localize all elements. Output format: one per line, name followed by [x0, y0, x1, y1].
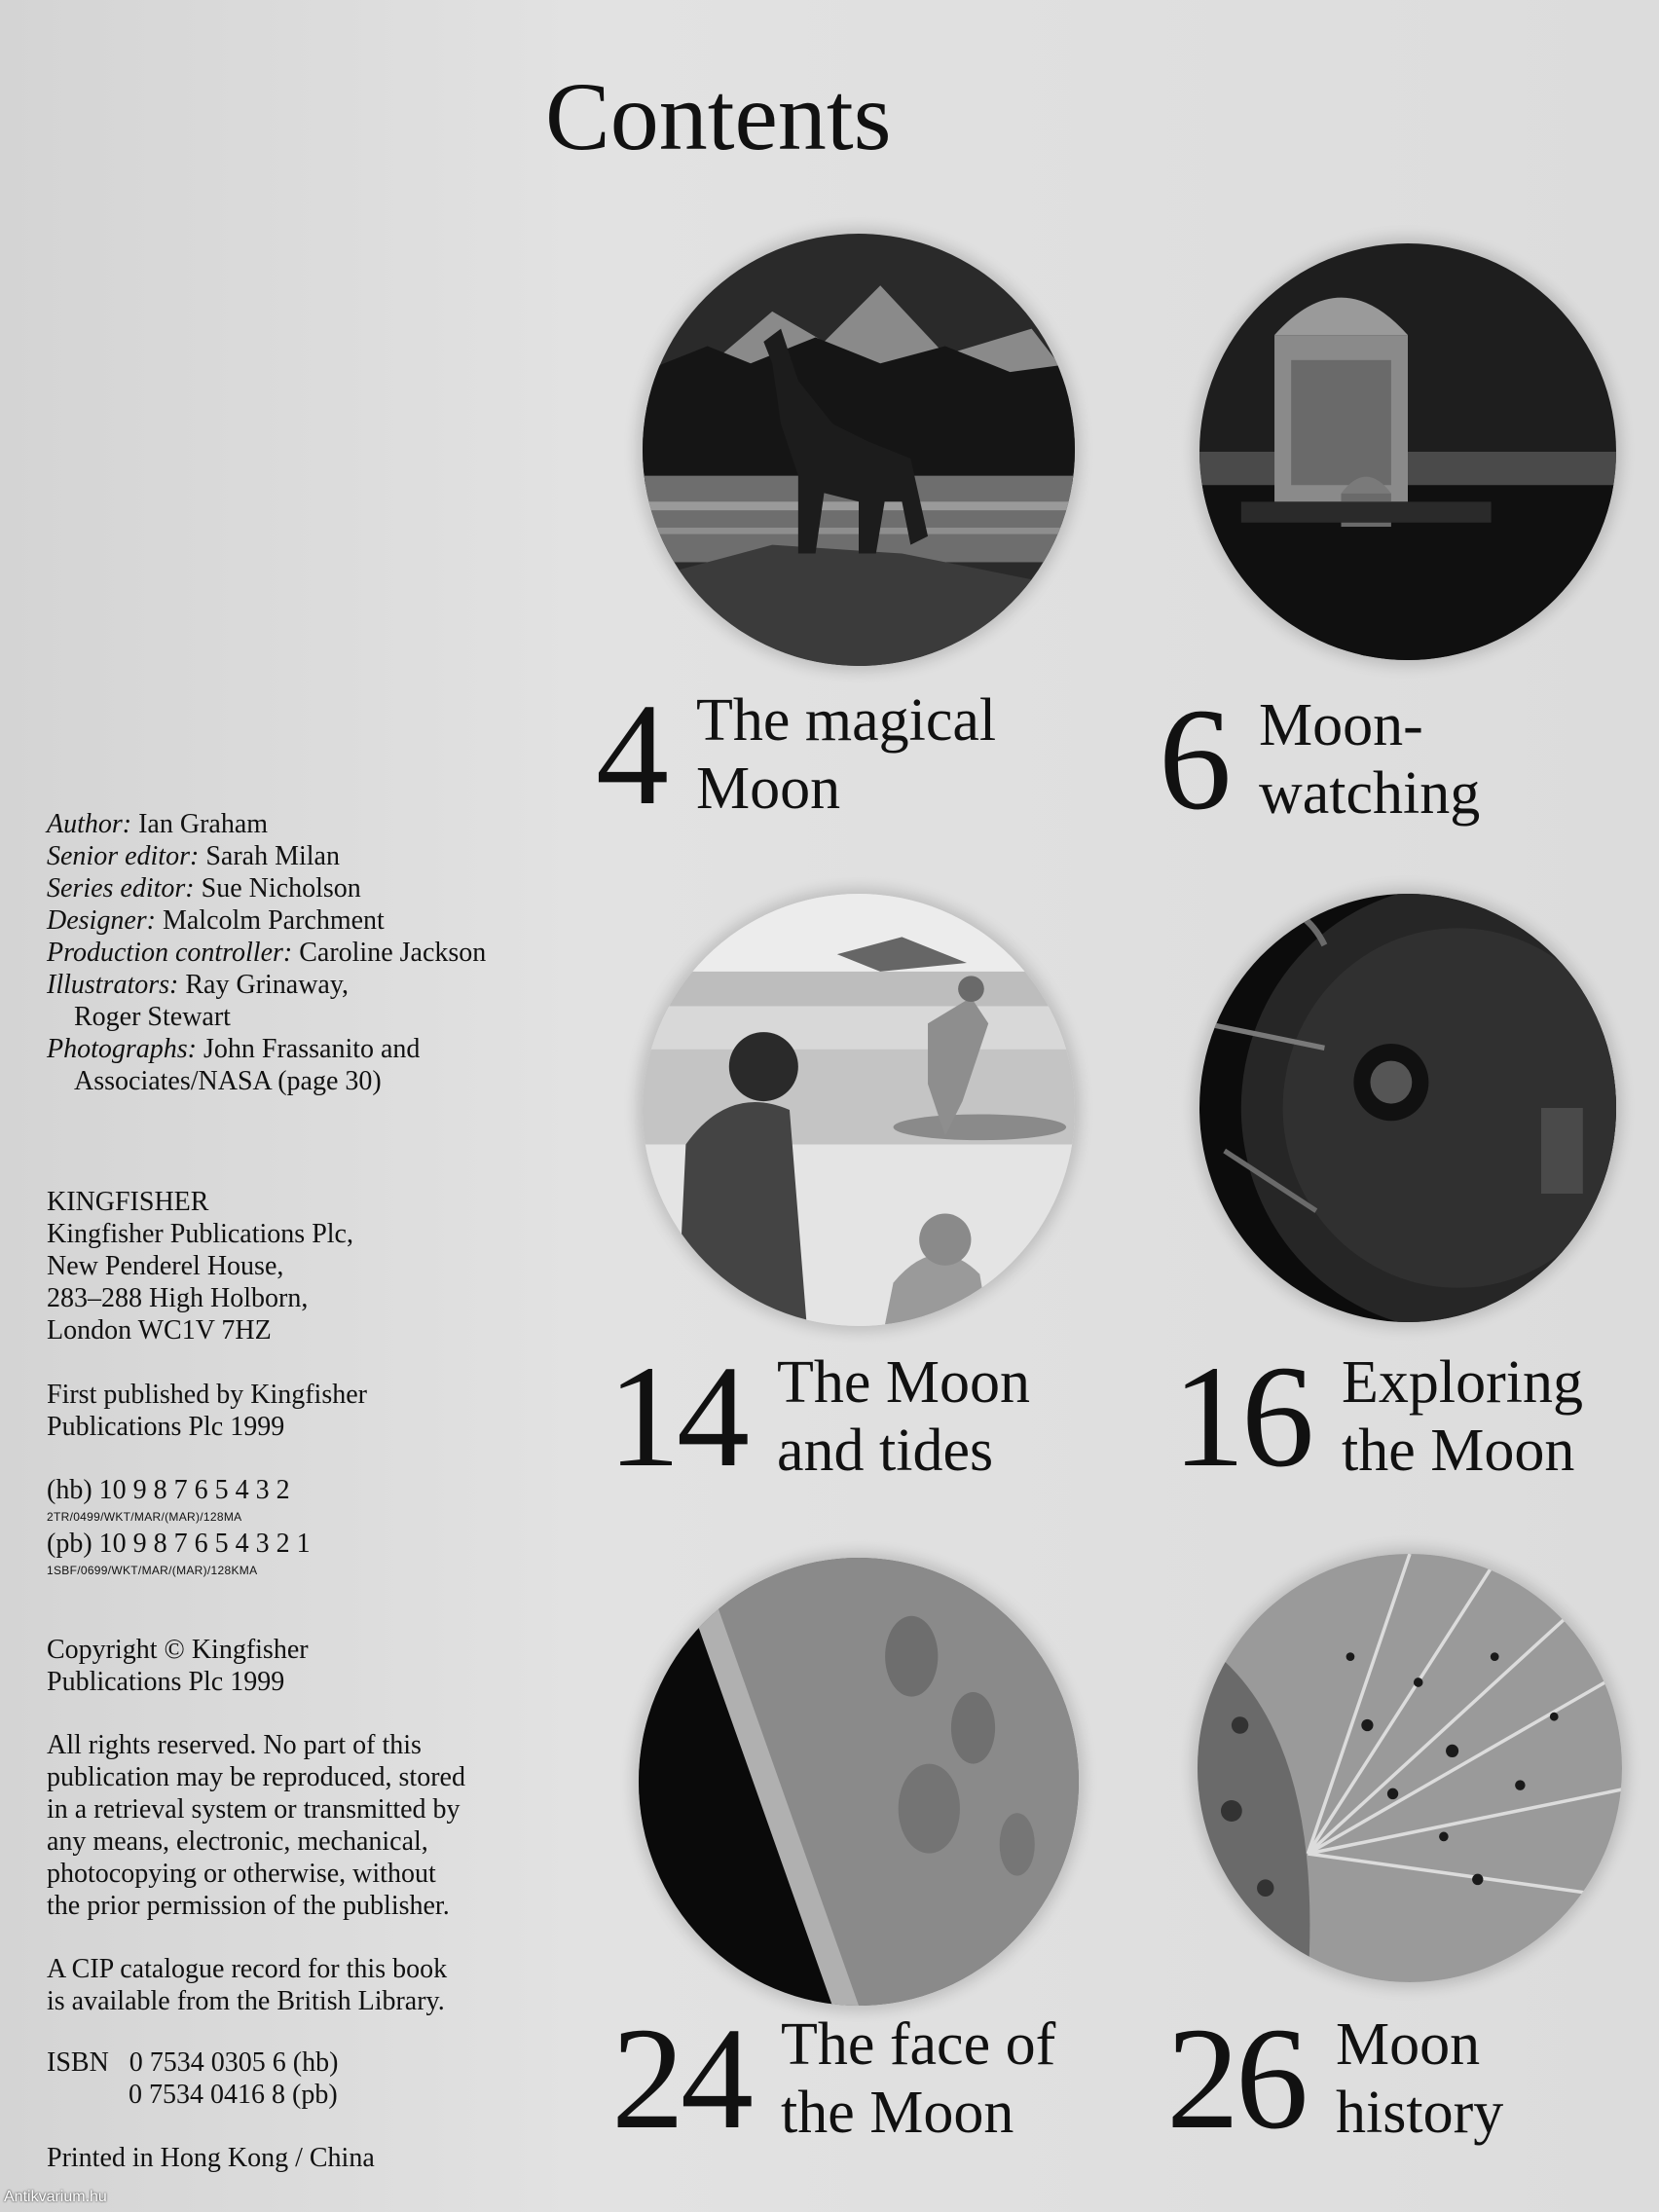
entry-title: Moon history [1336, 2011, 1504, 2146]
page-number: 6 [1159, 679, 1228, 840]
contents-entry-magical-moon[interactable] [596, 674, 997, 835]
contents-entry-moon-watching[interactable] [1159, 679, 1481, 840]
impact-illustration [1198, 1554, 1622, 1982]
observatory-illustration [1199, 243, 1616, 660]
page-number: 24 [611, 1998, 750, 2159]
contents-entry-moon-and-tides[interactable] [608, 1336, 1031, 1497]
watermark: Antikvarium.hu [4, 2189, 107, 2205]
credit-photographs: Photographs: John Frassanito and [47, 1034, 421, 1064]
credit-production: Production controller: Caroline Jackson [47, 938, 487, 968]
printing-codes: (hb) 10 9 8 7 6 5 4 3 2 2TR/0499/WKT/MAR/(MAR)/128MA (pb) 10 9 8 7 6 5 4 3 2 1 1SBF/0699/WKT/MAR/(MAR)/128KMA [47, 1475, 311, 1577]
page-number: 16 [1172, 1336, 1310, 1497]
publisher-address: KINGFISHER Kingfisher Publications Plc, New Penderel House, 283–288 High Holborn, London WC1V 7HZ [47, 1187, 353, 1346]
page-title: Contents [545, 62, 892, 170]
credit-series-editor: Series editor: Sue Nicholson [47, 873, 361, 903]
entry-title: Moon- watching [1259, 692, 1481, 827]
first-published: First published by Kingfisher Publications Plc 1999 [47, 1380, 367, 1442]
credit-illustrators-cont: Roger Stewart [74, 1002, 231, 1032]
credit-illustrators: Illustrators: Ray Grinaway, [47, 970, 350, 1000]
cip-record: A CIP catalogue record for this book is available from the British Library. [47, 1954, 448, 2016]
beach-illustration [643, 894, 1075, 1326]
credit-designer: Designer: Malcolm Parchment [47, 905, 385, 936]
entry-title: The face of the Moon [781, 2011, 1056, 2146]
copyright: Copyright © Kingfisher Publications Plc 1999 [47, 1635, 309, 1697]
credits-block [47, 808, 592, 1097]
rights-notice: All rights reserved. No part of this publication may be reproduced, stored in a retrieval system or transmitted by any means, electronic, mechanical, photocopying or otherwise, without the prior permission of the publisher. [47, 1730, 465, 1921]
wolf-illustration [643, 234, 1075, 666]
isbn: ISBN 0 7534 0305 6 (hb) 0 7534 0416 8 (pb) [47, 2047, 339, 2110]
lunar-surface-illustration [639, 1558, 1079, 2006]
credit-author: Author: Ian Graham [47, 809, 269, 839]
contents-entry-moon-history[interactable] [1166, 1998, 1504, 2159]
credit-senior-editor: Senior editor: Sarah Milan [47, 841, 340, 871]
printed-in: Printed in Hong Kong / China [47, 2143, 375, 2173]
entry-title: Exploring the Moon [1342, 1349, 1583, 1484]
contents-entry-exploring-the-moon[interactable] [1172, 1336, 1583, 1497]
contents-entry-face-of-the-moon[interactable] [611, 1998, 1056, 2159]
page-number: 14 [608, 1336, 746, 1497]
entry-title: The magical Moon [696, 687, 997, 822]
spacecraft-illustration [1199, 894, 1616, 1322]
entry-title: The Moon and tides [777, 1349, 1031, 1484]
credit-photographs-cont: Associates/NASA (page 30) [74, 1066, 382, 1096]
page-number: 26 [1166, 1998, 1305, 2159]
page-number: 4 [596, 674, 665, 835]
